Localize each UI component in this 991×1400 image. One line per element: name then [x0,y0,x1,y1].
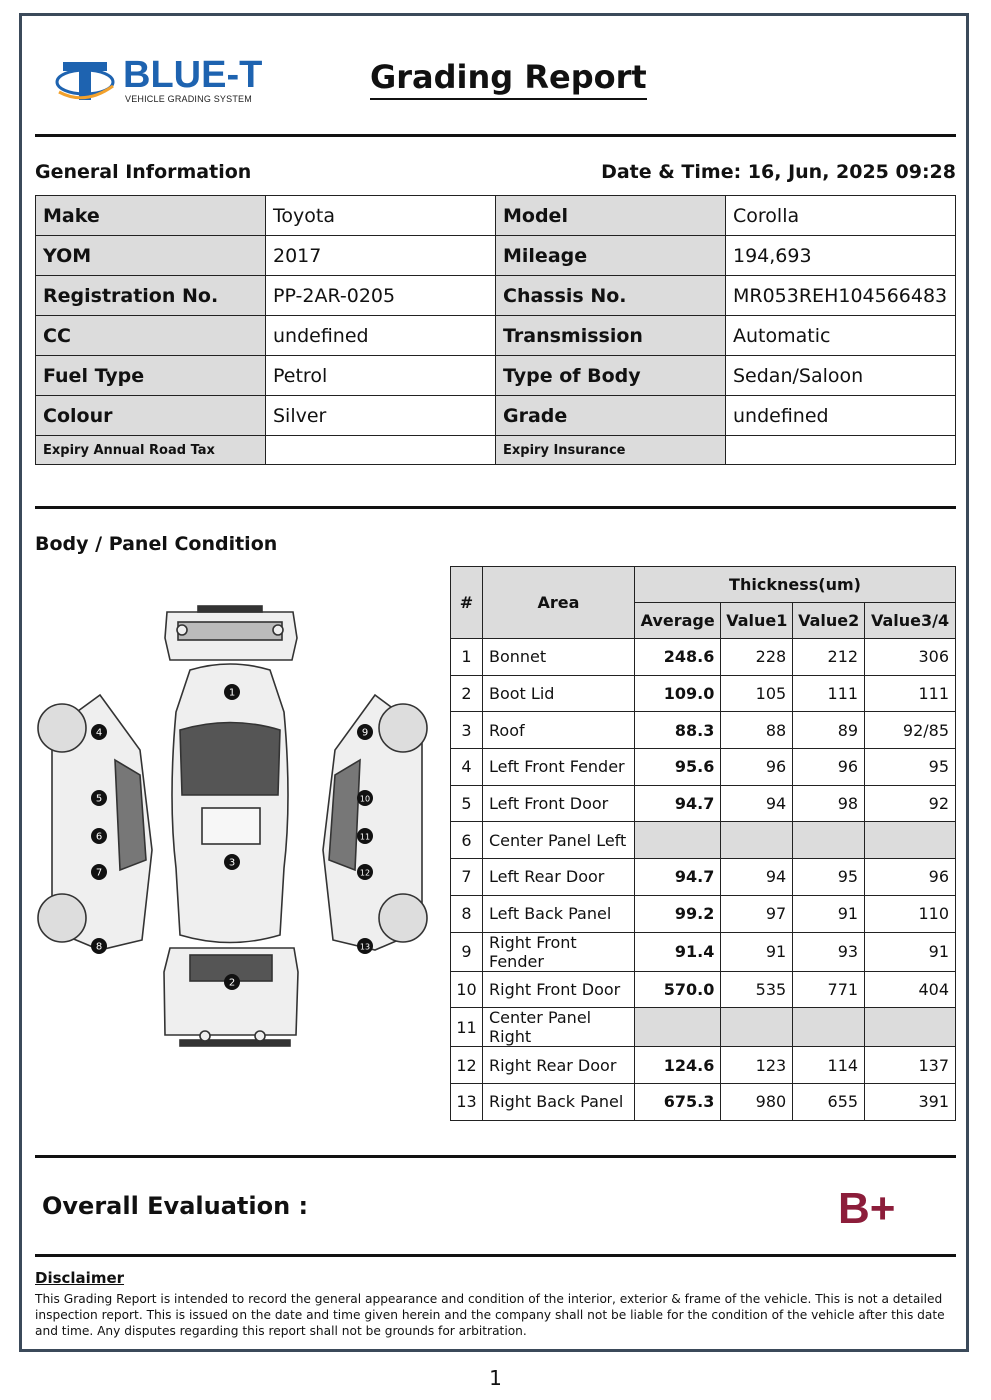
panel-v1-cell: 94 [721,785,793,822]
panel-area-cell: Roof [483,712,635,749]
panel-v3-cell [865,1008,956,1047]
panel-marker-label: 7 [95,867,103,879]
info-value [726,436,956,465]
car-front-view [165,606,297,660]
divider [35,1254,956,1257]
info-value [266,436,496,465]
car-top-view [172,664,288,943]
page-number: 1 [489,1366,502,1390]
col-value34-header: Value3/4 [865,603,956,639]
info-value: Petrol [266,356,496,396]
info-row [36,276,956,316]
panel-n-cell: 2 [451,675,483,712]
general-info-heading: General Information [35,161,252,183]
panel-v3-cell: 137 [865,1047,956,1084]
panel-v1-cell: 91 [721,932,793,971]
panel-v3-cell: 92/85 [865,712,956,749]
divider [35,134,956,137]
panel-v3-cell [865,822,956,859]
panel-n-cell: 1 [451,639,483,676]
info-label: Colour [36,396,266,436]
col-num-header: # [451,567,483,639]
panel-n-cell: 7 [451,859,483,896]
info-row [36,316,956,356]
panel-v3-cell: 111 [865,675,956,712]
panel-n-cell: 12 [451,1047,483,1084]
info-value: Sedan/Saloon [726,356,956,396]
panel-v1-cell: 105 [721,675,793,712]
info-label: Chassis No. [496,276,726,316]
car-panel-diagram [30,600,445,1050]
logo-t-icon [55,56,121,104]
divider [35,1155,956,1158]
info-label: Grade [496,396,726,436]
info-row [36,396,956,436]
panel-avg-cell [635,822,721,859]
panel-v2-cell: 89 [793,712,865,749]
panel-area-cell: Right Front Fender [483,932,635,971]
col-value2-header: Value2 [793,603,865,639]
panel-v2-cell: 98 [793,785,865,822]
col-average-header: Average [635,603,721,639]
car-rear-view [164,948,298,1046]
panel-avg-cell: 88.3 [635,712,721,749]
panel-marker-label: 2 [228,977,236,989]
info-value: undefined [726,396,956,436]
panel-v2-cell: 114 [793,1047,865,1084]
panel-v2-cell [793,1008,865,1047]
panel-v2-cell: 655 [793,1083,865,1120]
panel-v2-cell: 96 [793,749,865,786]
panel-n-cell: 13 [451,1083,483,1120]
info-label: Make [36,196,266,236]
panel-area-cell: Left Back Panel [483,895,635,932]
panel-row [451,675,956,712]
info-value: Toyota [266,196,496,236]
panel-marker-label: 13 [359,942,371,952]
panel-avg-cell: 94.7 [635,859,721,896]
panel-area-cell: Center Panel Right [483,1008,635,1047]
panel-v1-cell: 97 [721,895,793,932]
panel-v1-cell: 94 [721,859,793,896]
info-label: Registration No. [36,276,266,316]
panel-marker-label: 1 [228,687,236,699]
info-label: Expiry Annual Road Tax [36,436,266,465]
panel-marker-label: 6 [95,831,103,843]
info-label: Type of Body [496,356,726,396]
panel-area-cell: Right Front Door [483,971,635,1008]
panel-v2-cell [793,822,865,859]
panel-marker-label: 10 [359,794,371,804]
panel-v2-cell: 111 [793,675,865,712]
panel-v2-cell: 771 [793,971,865,1008]
panel-marker-label: 12 [359,868,371,878]
panel-n-cell: 9 [451,932,483,971]
panel-v3-cell: 110 [865,895,956,932]
panel-n-cell: 5 [451,785,483,822]
info-row [36,236,956,276]
panel-area-cell: Left Rear Door [483,859,635,896]
panel-avg-cell: 675.3 [635,1083,721,1120]
info-row [36,436,956,465]
disclaimer-text: This Grading Report is intended to record the general appearance and condition of the interior, exterior & frame of the vehicle. This is not a detailed inspection report. This is issued on the date and time given herein and the company shall not be liable for the condition of the vehicle after this date and time. Any disputes regarding this report shall not be grounds for arbitration. [35,1292,945,1338]
panel-avg-cell: 570.0 [635,971,721,1008]
info-label: Mileage [496,236,726,276]
panel-row [451,1047,956,1084]
panel-area-cell: Left Front Door [483,785,635,822]
panel-v3-cell: 95 [865,749,956,786]
panel-row [451,971,956,1008]
panel-avg-cell: 94.7 [635,785,721,822]
panel-marker-label: 8 [95,941,103,953]
info-value: Silver [266,396,496,436]
info-value: MR053REH104566483 [726,276,956,316]
panel-row [451,1083,956,1120]
panel-marker-label: 4 [95,727,103,739]
col-area-header: Area [483,567,635,639]
disclaimer-title: Disclaimer [35,1269,125,1287]
panel-v2-cell: 93 [793,932,865,971]
panel-row [451,639,956,676]
info-label: YOM [36,236,266,276]
body-panel-heading: Body / Panel Condition [35,533,278,555]
panel-v3-cell: 404 [865,971,956,1008]
panel-v3-cell: 306 [865,639,956,676]
panel-avg-cell: 124.6 [635,1047,721,1084]
panel-area-cell: Right Back Panel [483,1083,635,1120]
panel-row [451,785,956,822]
panel-avg-cell [635,1008,721,1047]
panel-row [451,932,956,971]
panel-v1-cell [721,822,793,859]
panel-v2-cell: 95 [793,859,865,896]
panel-v2-cell: 91 [793,895,865,932]
panel-area-cell: Right Rear Door [483,1047,635,1084]
panel-area-cell: Center Panel Left [483,822,635,859]
panel-row [451,712,956,749]
panel-area-cell: Bonnet [483,639,635,676]
panel-n-cell: 10 [451,971,483,1008]
panel-row [451,1008,956,1047]
divider [35,506,956,509]
info-label: Expiry Insurance [496,436,726,465]
panel-v1-cell: 535 [721,971,793,1008]
panel-area-cell: Left Front Fender [483,749,635,786]
col-thickness-header: Thickness(um) [635,567,956,603]
panel-v1-cell [721,1008,793,1047]
panel-row [451,895,956,932]
panel-thickness-table [450,566,956,1121]
col-value1-header: Value1 [721,603,793,639]
info-value: 194,693 [726,236,956,276]
info-value: Automatic [726,316,956,356]
panel-v1-cell: 123 [721,1047,793,1084]
panel-n-cell: 4 [451,749,483,786]
info-label: CC [36,316,266,356]
panel-marker-label: 9 [361,727,369,739]
general-info-table [35,195,956,465]
panel-marker-label: 3 [228,857,236,869]
brand-logo [55,56,295,108]
panel-avg-cell: 91.4 [635,932,721,971]
panel-avg-cell: 99.2 [635,895,721,932]
panel-marker-label: 11 [359,832,371,842]
panel-avg-cell: 95.6 [635,749,721,786]
info-label: Fuel Type [36,356,266,396]
panel-row [451,859,956,896]
logo-subtitle: VEHICLE GRADING SYSTEM [125,94,252,104]
panel-avg-cell: 248.6 [635,639,721,676]
panel-marker-label: 5 [95,793,103,805]
overall-grade: B+ [838,1184,896,1233]
panel-v1-cell: 980 [721,1083,793,1120]
info-value: 2017 [266,236,496,276]
panel-v3-cell: 91 [865,932,956,971]
info-value: PP-2AR-0205 [266,276,496,316]
report-datetime: Date & Time: 16, Jun, 2025 09:28 [601,161,956,183]
overall-evaluation-label: Overall Evaluation : [42,1192,309,1220]
panel-v2-cell: 212 [793,639,865,676]
info-row [36,196,956,236]
logo-text: BLUE-T [123,54,263,96]
info-value: Corolla [726,196,956,236]
panel-row [451,749,956,786]
panel-n-cell: 8 [451,895,483,932]
panel-v3-cell: 96 [865,859,956,896]
panel-v3-cell: 92 [865,785,956,822]
panel-n-cell: 3 [451,712,483,749]
info-value: undefined [266,316,496,356]
info-label: Transmission [496,316,726,356]
page-title: Grading Report [370,58,647,100]
panel-area-cell: Boot Lid [483,675,635,712]
info-row [36,356,956,396]
car-right-side-view [323,695,427,950]
panel-n-cell: 6 [451,822,483,859]
panel-avg-cell: 109.0 [635,675,721,712]
info-label: Model [496,196,726,236]
panel-v1-cell: 228 [721,639,793,676]
panel-n-cell: 11 [451,1008,483,1047]
panel-v1-cell: 96 [721,749,793,786]
panel-v1-cell: 88 [721,712,793,749]
panel-row [451,822,956,859]
panel-v3-cell: 391 [865,1083,956,1120]
